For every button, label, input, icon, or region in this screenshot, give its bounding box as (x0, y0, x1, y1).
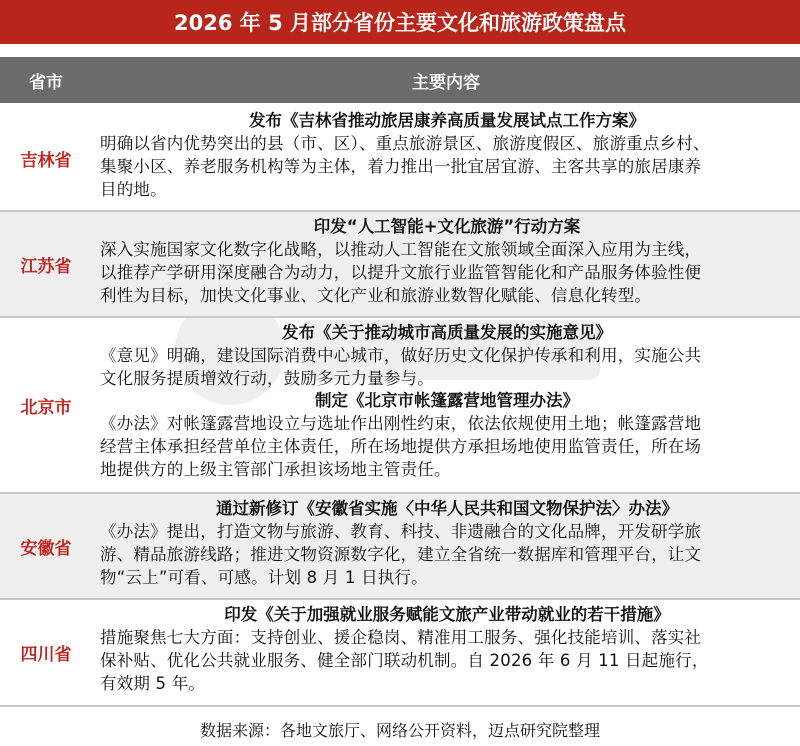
policy-heading: 制定《北京市帐篷露营地管理办法》 (315, 391, 579, 410)
policy-line: 集聚小区、养老服务机构等为主体，着力推出一批宜居宜游、主客共享的旅居康养 (100, 157, 702, 176)
header-province: 省市 (29, 72, 63, 93)
province-cell: 吉林省 (20, 150, 72, 171)
policy-line: 明确以省内优势突出的县（市、区）、重点旅游景区、旅游度假区、旅游重点乡村、 (100, 134, 710, 153)
policy-heading: 发布《关于推动城市高质量发展的实施意见》 (282, 323, 612, 342)
policy-line: 《办法》对帐篷露营地设立与选址作出刚性约束，依法依规使用土地；帐篷露营地 (100, 414, 702, 433)
policy-heading: 印发“人工智能+文化旅游”行动方案 (313, 217, 581, 236)
province-cell: 北京市 (20, 397, 72, 418)
policy-line: 文化服务提质增效行动，鼓励多元力量参与。 (100, 369, 434, 388)
policy-line: 游、精品旅游线路；推进文物资源数字化，建立全省统一数据库和管理平台，让文 (100, 545, 702, 564)
policy-line: 地提供方的上级主管部门承担该场地主管责任。 (100, 460, 451, 479)
province-cell: 四川省 (20, 644, 72, 665)
policy-heading: 印发《关于加强就业服务赋能文旅产业带动就业的若干措施》 (224, 605, 670, 624)
row-divider (0, 705, 800, 707)
policy-line: 有效期 5 年。 (100, 674, 206, 693)
table-row (0, 106, 800, 210)
policy-heading: 发布《吉林省推动旅居康养高质量发展试点工作方案》 (249, 111, 645, 130)
source-note: 数据来源：各地文旅厅、网络公开资料，迈点研究院整理 (199, 721, 600, 740)
table-row (0, 318, 800, 492)
policy-line: 《办法》提出，打造文物与旅游、教育、科技、非遗融合的文化品牌，开发研学旅 (100, 522, 702, 541)
content-cell (100, 322, 794, 481)
province-cell: 江苏省 (20, 256, 72, 277)
table-row (0, 212, 800, 316)
table-row (0, 600, 800, 704)
policy-line: 以推荐产学研用深度融合为动力，以提升文旅行业监管智能化和产品服务体验性便 (100, 263, 702, 282)
policy-line: 物“云上”可看、可感。计划 8 月 1 日执行。 (100, 568, 428, 587)
policy-line: 《意见》明确，建设国际消费中心城市，做好历史文化保护传承和利用，实施公共 (100, 346, 702, 365)
policy-line: 利性为目标，加快文化事业、文化产业和旅游业数智化赋能、信息化转型。 (100, 286, 652, 305)
policy-line: 保补贴、优化公共就业服务、健全部门联动机制。自 2026 年 6 月 11 日起施行， (100, 651, 709, 670)
policy-line: 措施聚焦七大方面：支持创业、援企稳岗、精准用工服务、强化技能培训、落实社 (100, 628, 702, 647)
policy-line: 经营主体承担经营单位主体责任，所在场地提供方承担场地使用监管责任，所在场 (100, 437, 702, 456)
header-content: 主要内容 (412, 72, 480, 93)
table-row (0, 494, 800, 598)
content-cell (100, 216, 794, 307)
content-cell (100, 604, 794, 695)
policy-line: 目的地。 (100, 180, 167, 199)
content-cell (100, 498, 794, 589)
policy-line: 深入实施国家文化数字化战略，以推动人工智能在文旅领域全面深入应用为主线， (100, 240, 702, 259)
province-cell: 安徽省 (20, 538, 72, 559)
page-title: 2026 年 5 月部分省份主要文化和旅游政策盘点 (0, 0, 800, 44)
content-cell (100, 110, 794, 201)
policy-heading: 通过新修订《安徽省实施〈中华人民共和国文物保护法〉办法》 (216, 499, 678, 518)
table-header (0, 57, 800, 103)
